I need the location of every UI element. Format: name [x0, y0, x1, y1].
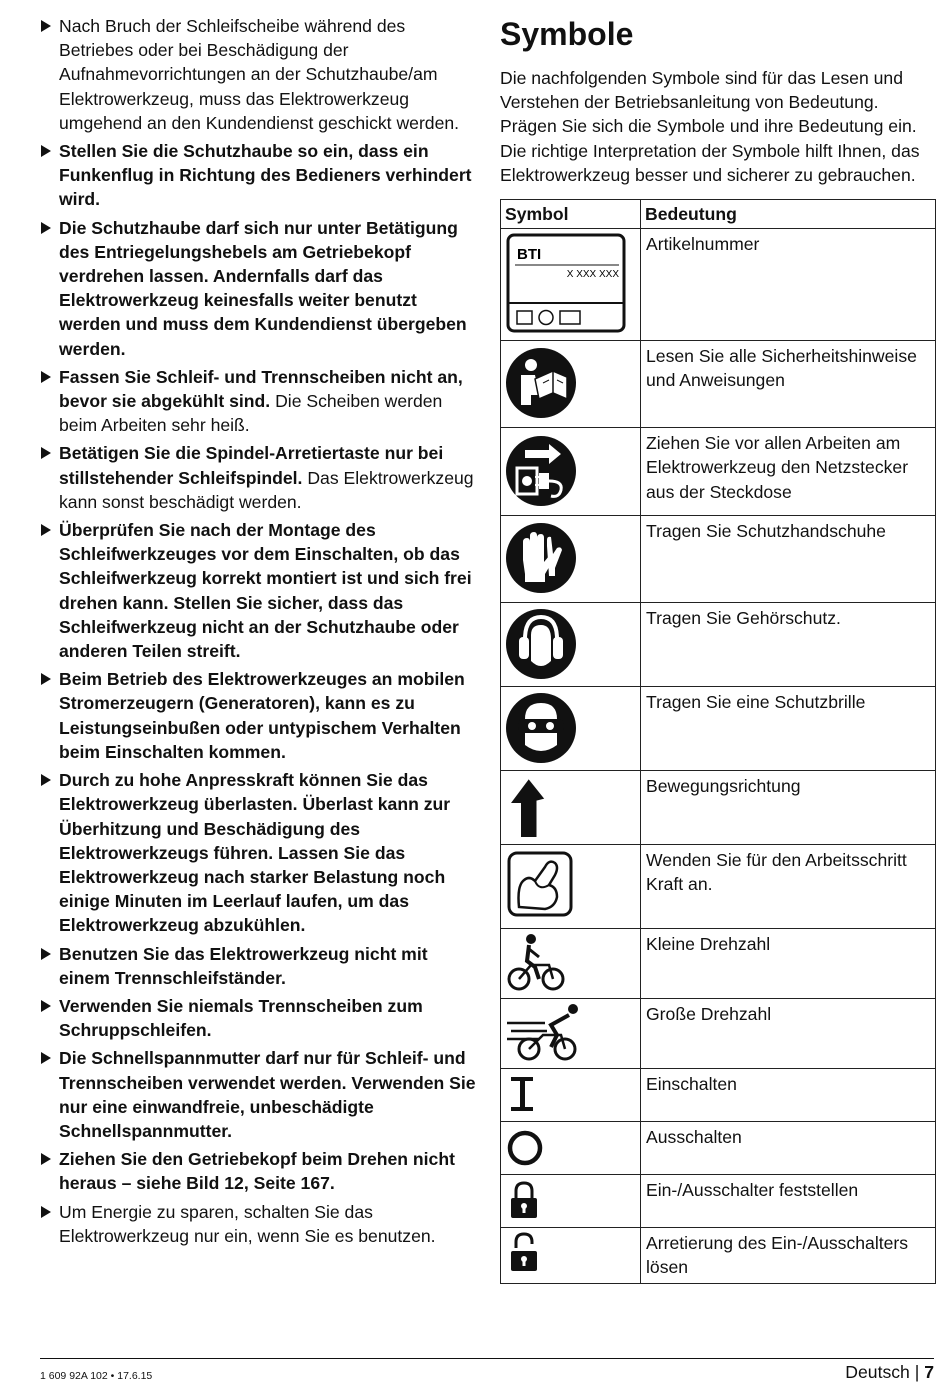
list-item: Betätigen Sie die Spindel-Arretiertaste nur bei stillstehender Schleifspindel. Das Elektrowerkzeug kann sonst beschädigt werden. [40, 441, 480, 514]
table-row [501, 516, 936, 603]
triangle-bullet-icon [41, 371, 51, 383]
table-row [501, 929, 936, 999]
table-row [501, 1069, 936, 1122]
symbol-meaning: Lesen Sie alle Sicherheitshinweise und Anweisungen [641, 341, 936, 428]
list-item: Fassen Sie Schleif- und Trennscheiben nicht an, bevor sie abgekühlt sind. Die Scheiben werden beim Arbeiten sehr heiß. [40, 365, 480, 438]
symbol-meaning: Bewegungsrichtung [641, 771, 936, 845]
power-on-icon [505, 1071, 545, 1117]
table-row [501, 428, 936, 516]
ear-protection-icon [505, 605, 581, 683]
list-item: Um Energie zu sparen, schalten Sie das Elektrowerkzeug nur ein, wenn Sie es benutzen. [40, 1200, 480, 1248]
slow-cyclist-icon [505, 931, 569, 993]
table-row [501, 603, 936, 687]
table-header-row [501, 200, 936, 229]
column-header-meaning: Bedeutung [641, 200, 936, 229]
triangle-bullet-icon [41, 774, 51, 786]
symbol-meaning: Tragen Sie Gehörschutz. [641, 603, 936, 687]
force-arm-icon [505, 847, 581, 923]
table-row [501, 1228, 936, 1283]
symbol-meaning: Kleine Drehzahl [641, 929, 936, 999]
symbol-meaning: Einschalten [641, 1069, 936, 1122]
unplug-icon [505, 430, 581, 512]
list-item: Die Schnellspannmutter darf nur für Schleif- und Trennscheiben verwendet werden. Verwenden Sie nur eine einwandfreie, unbeschädigte Schnellspannmutter. [40, 1046, 480, 1143]
goggles-icon [505, 689, 581, 767]
list-item: Die Schutzhaube darf sich nur unter Betätigung des Entriegelungshebels am Getriebekopf verdrehen lassen. Andernfalls darf das Elektrowerkzeug keinesfalls weiter benutzt werden und muss dem Kundendienst übergeben werden. [40, 216, 480, 361]
label-brand-text: BTI [517, 246, 542, 264]
table-row [501, 1122, 936, 1175]
document-id: 1 609 92A 102 • 17.6.15 [40, 1370, 153, 1382]
read-manual-icon [505, 343, 581, 423]
triangle-bullet-icon [41, 1153, 51, 1165]
symbol-meaning: Wenden Sie für den Arbeitsschritt Kraft an. [641, 845, 936, 929]
triangle-bullet-icon [41, 1206, 51, 1218]
triangle-bullet-icon [41, 20, 51, 32]
page-footer [40, 1358, 934, 1382]
lock-closed-icon [505, 1177, 545, 1223]
symbol-meaning: Ausschalten [641, 1122, 936, 1175]
symbol-meaning: Tragen Sie eine Schutzbrille [641, 687, 936, 771]
list-item: Benutzen Sie das Elektrowerkzeug nicht mit einem Trennschleifständer. [40, 942, 480, 990]
lock-open-icon [505, 1230, 545, 1276]
safety-instructions-column [40, 14, 480, 1252]
triangle-bullet-icon [41, 673, 51, 685]
rating-label-icon [505, 231, 627, 335]
gloves-icon [505, 518, 581, 598]
list-item: Durch zu hohe Anpresskraft können Sie das Elektrowerkzeug überlasten. Überlast kann zur Überhitzung und Beschädigung des Elektrowerkzeugs führen. Lassen Sie das Elektrowerkzeug nach starker Belastung noch einige Minuten im Leerlauf laufen, um das Elektrowerkzeug abzukühlen. [40, 768, 480, 937]
symbol-meaning: Ein-/Ausschalter feststellen [641, 1175, 936, 1228]
triangle-bullet-icon [41, 524, 51, 536]
triangle-bullet-icon [41, 1052, 51, 1064]
list-item: Ziehen Sie den Getriebekopf beim Drehen nicht heraus – siehe Bild 12, Seite 167. [40, 1147, 480, 1195]
table-row [501, 341, 936, 428]
list-item: Überprüfen Sie nach der Montage des Schleifwerkzeuges vor dem Einschalten, ob das Schleifwerkzeug korrekt montiert ist und sich frei drehen kann. Stellen Sie sicher, dass das Schleifwerkzeug nicht an der Schutzhaube oder anderen Teilen streift. [40, 518, 480, 663]
power-off-icon [505, 1124, 549, 1170]
symbol-meaning: Tragen Sie Schutzhandschuhe [641, 516, 936, 603]
triangle-bullet-icon [41, 948, 51, 960]
symbol-meaning: Arretierung des Ein-/Ausschalters lösen [641, 1228, 936, 1283]
page-number: 7 [924, 1362, 934, 1382]
table-row [501, 845, 936, 929]
triangle-bullet-icon [41, 447, 51, 459]
list-item: Beim Betrieb des Elektrowerkzeuges an mobilen Stromerzeugern (Generatoren), kann es zu Leistungseinbußen oder untypischem Verhalten beim Einschalten kommen. [40, 667, 480, 764]
footer-separator: | [914, 1362, 920, 1382]
label-number-text: X XXX XXX [566, 269, 619, 281]
triangle-bullet-icon [41, 1000, 51, 1012]
symbol-meaning: Artikelnummer [641, 229, 936, 341]
page-number-area [845, 1362, 934, 1383]
symbol-meaning: Große Drehzahl [641, 999, 936, 1069]
table-row [501, 999, 936, 1069]
footer-language: Deutsch [845, 1362, 910, 1382]
table-row [501, 687, 936, 771]
direction-arrow-icon [505, 773, 555, 841]
triangle-bullet-icon [41, 145, 51, 157]
section-title: Symbole [500, 16, 634, 52]
table-row [501, 1175, 936, 1228]
table-row [501, 771, 936, 845]
section-intro: Die nachfolgenden Symbole sind für das Lesen und Verstehen der Betriebsanleitung von Bedeutung. Prägen Sie sich die Symbole und ihre Bedeutung ein. Die richtige Interpretation der Symbole hilft Ihnen, das Elektrowerkzeug besser und sicherer zu gebrauchen. [500, 68, 920, 185]
symbol-meaning: Ziehen Sie vor allen Arbeiten am Elektrowerkzeug den Netzstecker aus der Steckdose [641, 428, 936, 516]
list-item: Verwenden Sie niemals Trennscheiben zum Schruppschleifen. [40, 994, 480, 1042]
list-item: Stellen Sie die Schutzhaube so ein, dass ein Funkenflug in Richtung des Bedieners verhindert wird. [40, 139, 480, 212]
list-item: Nach Bruch der Schleifscheibe während des Betriebes oder bei Beschädigung der Aufnahmevorrichtungen an der Schutzhaube/am Elektrowerkzeug, muss das Elektrowerkzeug umgehend an den Kundendienst geschickt werden. [40, 14, 480, 135]
symbols-section [500, 14, 936, 1284]
fast-cyclist-icon [505, 1001, 591, 1063]
column-header-symbol: Symbol [501, 200, 641, 229]
symbols-table [500, 199, 936, 1284]
triangle-bullet-icon [41, 222, 51, 234]
table-row [501, 229, 936, 341]
